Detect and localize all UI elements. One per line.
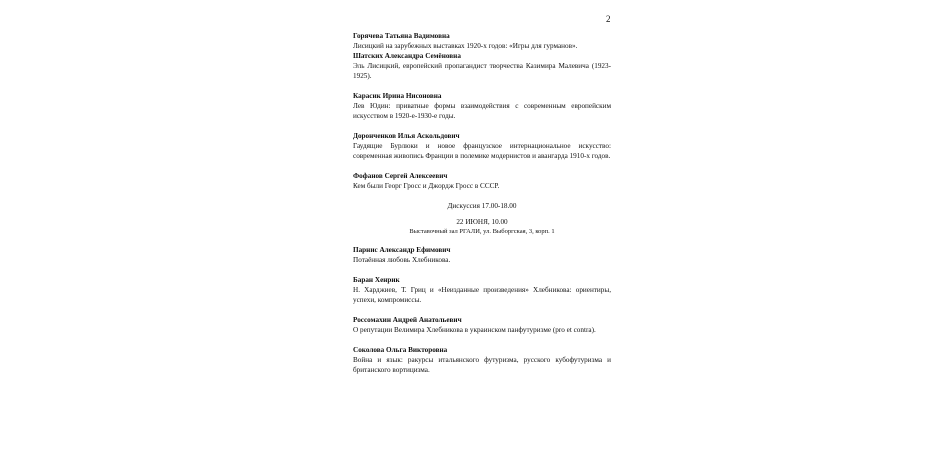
page-number: 2 (606, 14, 611, 24)
talk-title: Эль Лисицкий, европейский пропагандист творчества Казимира Малевича (1923-1925). (353, 62, 611, 80)
session-date: 22 ИЮНЯ, 10.00 (456, 218, 508, 226)
spacer (353, 161, 611, 171)
speaker-entry (353, 91, 611, 121)
talk-title: Н. Харджиев, Т. Гриц и «Неизданные произведения» Хлебникова: ориентиры, успехи, компромиссы. (353, 286, 611, 304)
speaker-entry (353, 345, 611, 375)
spacer (353, 335, 611, 345)
speaker-entry (353, 171, 611, 191)
spacer (353, 237, 611, 245)
talk-title: О репутации Велимира Хлебникова в украинском панфутуризме (pro et contra). (353, 326, 596, 334)
speaker-entry (353, 245, 611, 265)
speaker-name: Баран Хенрик (353, 276, 400, 284)
speaker-name: Шатских Александра Семёновна (353, 52, 461, 60)
talk-title: Гаудящие Бурлюки и новое французское интернациональное искусство: современная живопись Франции в полемике модернистов и авангарда 1910-х годов. (353, 142, 611, 160)
spacer (353, 121, 611, 131)
speaker-entry (353, 315, 611, 335)
spacer (353, 81, 611, 91)
speaker-name: Парнис Александр Ефимович (353, 246, 451, 254)
speaker-entry (353, 51, 611, 81)
talk-title: Лисицкий на зарубежных выставках 1920-х годов: «Игры для гурманов». (353, 42, 578, 50)
speaker-entry (353, 275, 611, 305)
talk-title: Война и язык: ракурсы итальянского футуризма, русского кубофутуризма и британского вортицизма. (353, 356, 611, 374)
spacer (353, 265, 611, 275)
talk-title: Потаённая любовь Хлебникова. (353, 256, 451, 264)
speaker-name: Доронченков Илья Аскольдович (353, 132, 460, 140)
speaker-entry (353, 131, 611, 161)
talk-title: Лев Юдин: приватные формы взаимодействия с современным европейским искусством в 1920-е-1930-е годы. (353, 102, 611, 120)
spacer (353, 191, 611, 201)
session-venue: Выставочный зал РГАЛИ, ул. Выборгская, 3, корп. 1 (409, 228, 555, 235)
speaker-name: Горячева Татьяна Вадимовна (353, 32, 450, 40)
speaker-name: Фофанов Сергей Алексеевич (353, 172, 448, 180)
program-content (353, 31, 611, 375)
speaker-name: Россомахин Андрей Анатольевич (353, 316, 462, 324)
speaker-name: Карасик Ирина Нисоновна (353, 92, 442, 100)
speaker-name: Соколова Ольга Викторовна (353, 346, 448, 354)
discussion-time: Дискуссия 17.00-18.00 (447, 202, 517, 210)
speaker-entry (353, 31, 611, 51)
talk-title: Кем были Георг Гросс и Джордж Гросс в СССР. (353, 182, 500, 190)
spacer (353, 305, 611, 315)
